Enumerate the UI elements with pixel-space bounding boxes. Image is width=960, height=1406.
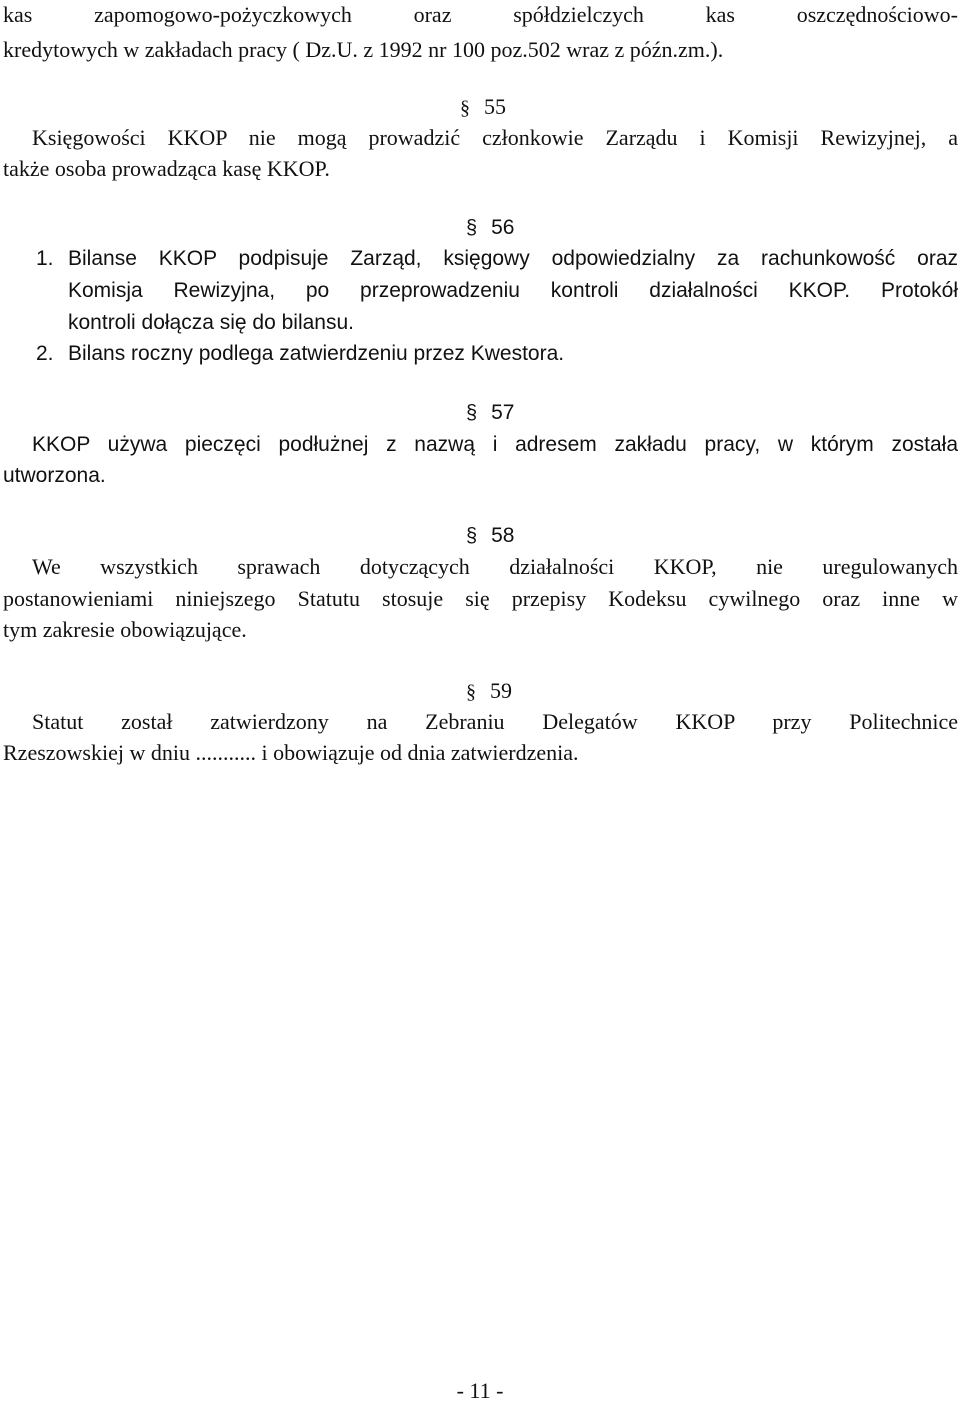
section-number: 58	[491, 524, 515, 547]
section-number: 56	[491, 216, 515, 239]
section-58-line-3: tym zakresie obowiązujące.	[3, 617, 247, 642]
item-1-line-2: Komisja Rewizyjna, po przeprowadzeniu kontroli działalności KKOP. Protokół	[68, 279, 958, 302]
section-55-line-1: Księgowości KKOP nie mogą prowadzić członkowie Zarządu i Komisji Rewizyjnej, a	[32, 125, 958, 150]
section-56-heading	[466, 213, 514, 243]
section-59-line-1: Statut został zatwierdzony na Zebraniu Delegatów KKOP przy Politechnice	[32, 709, 958, 734]
section-57-line-1: KKOP używa pieczęci podłużnej z nazwą i adresem zakładu pracy, w którym została	[32, 433, 958, 456]
item-1-line-3: kontroli dołącza się do bilansu.	[68, 311, 355, 334]
section-57-line-2: utworzona.	[3, 464, 106, 487]
section-55-heading	[460, 92, 506, 122]
item-1-number: 1.	[36, 247, 54, 270]
section-number: 59	[490, 678, 512, 703]
section-58-heading	[466, 521, 514, 551]
item-2-number: 2.	[36, 342, 54, 365]
section-symbol: §	[466, 217, 478, 239]
section-58-line-1: We wszystkich sprawach dotyczących działalności KKOP, nie uregulowanych	[32, 554, 958, 579]
section-number: 57	[491, 401, 515, 424]
section-number: 55	[484, 94, 506, 119]
section-symbol: §	[466, 402, 478, 424]
section-symbol: §	[466, 525, 478, 547]
intro-line-2: kredytowych w zakładach pracy ( Dz.U. z 1992 nr 100 poz.502 wraz z późn.zm.).	[3, 37, 724, 62]
section-59-heading	[466, 676, 512, 706]
intro-line-1: kas zapomogowo-pożyczkowych oraz spółdzielczych kas oszczędnościowo-	[3, 2, 958, 27]
item-1-line-1: Bilanse KKOP podpisuje Zarząd, księgowy odpowiedzialny za rachunkowość oraz	[68, 247, 958, 270]
section-58-line-2: postanowieniami niniejszego Statutu stosuje się przepisy Kodeksu cywilnego oraz inne w	[3, 586, 958, 611]
section-59-line-2: Rzeszowskiej w dniu ........... i obowiązuje od dnia zatwierdzenia.	[3, 740, 579, 765]
section-symbol: §	[466, 681, 476, 703]
section-symbol: §	[460, 97, 470, 119]
item-2-line-1: Bilans roczny podlega zatwierdzeniu przez Kwestora.	[68, 342, 565, 365]
section-57-heading	[466, 398, 514, 428]
section-55-line-2: także osoba prowadząca kasę KKOP.	[3, 156, 330, 181]
page-number: - 11 -	[456, 1378, 504, 1403]
